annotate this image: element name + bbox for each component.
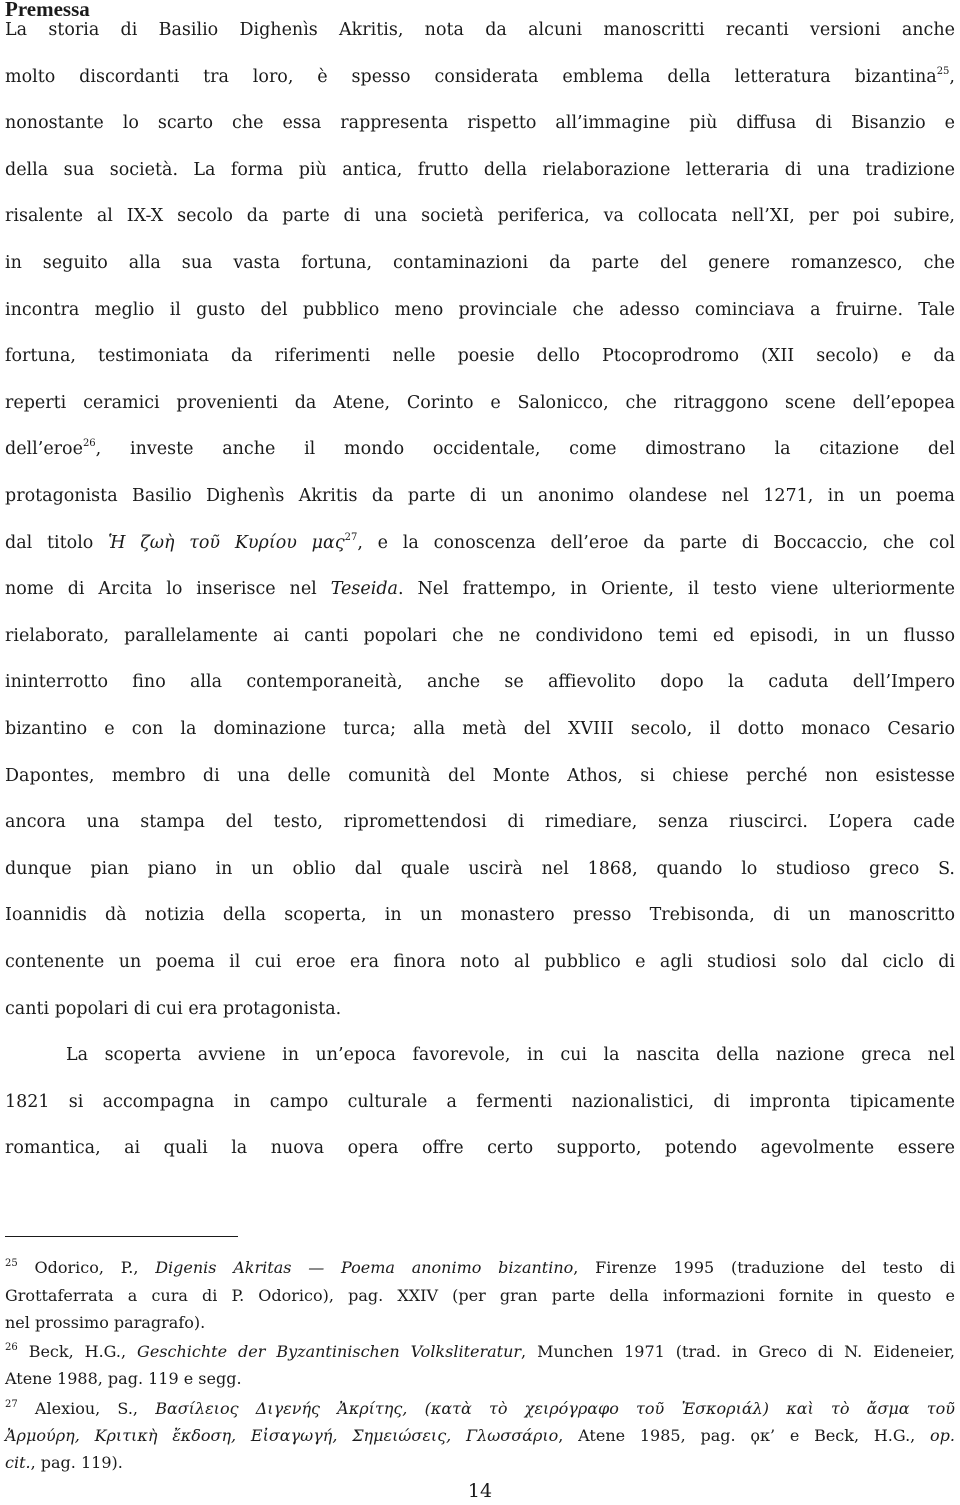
footnote-text: , Munchen 1971 (trad. in Greco di N. Eideneier, [521,1342,955,1361]
body-line [5,204,955,228]
line-text: risalente al IX-X secolo da parte di una società periferica, va collocata nell’XI, per poi subire, [5,206,955,227]
body-line [5,950,955,974]
line-text: Ioannidis dà notizia della scoperta, in un monastero presso Trebisonda, di un manoscritto [5,905,955,926]
body-line [5,437,955,461]
body-line [5,484,955,508]
body-line [5,997,955,1021]
footnote-ref: 26 [82,438,96,450]
body-line [5,903,955,927]
line-text: , investe anche il mondo occidentale, come dimostrano la citazione del [95,439,955,460]
footnote-line [5,1368,955,1389]
section-heading: Premessa [5,0,90,21]
line-text: , [949,66,955,87]
line-text: La storia di Basilio Dighenìs Akritis, nota da alcuni manoscritti recanti versioni anche [5,20,955,40]
footnote-title: Geschichte der Byzantinischen Volksliteratur [137,1342,522,1361]
line-text: reperti ceramici provenienti da Atene, Corinto e Salonicco, che ritraggono scene dell’epopea [5,392,955,413]
body-line [5,1136,955,1160]
footnote-text: Alexiou, S., [17,1399,156,1418]
body-line [5,577,955,601]
body-line [5,764,955,788]
line-text: La scoperta avviene in un’epoca favorevole, in cui la nascita della nazione greca nel [66,1045,955,1066]
body-line [5,158,955,182]
footnote-text: Odorico, P., [17,1258,156,1277]
footnote-ref: 25 [936,65,950,77]
body-line [5,111,955,135]
line-text: dunque pian piano in un oblio dal quale uscirà nel 1868, quando lo studioso greco S. [5,858,955,879]
line-text: incontra meglio il gusto del pubblico meno provinciale che adesso cominciava a fruirne. Tale [5,299,955,320]
body-line [5,624,955,648]
footnote-title: Βασίλειος Διγενής Ἀκρίτης, (κατὰ τὸ χειρόγραφο τοῦ Ἐσκοριάλ) καὶ τὸ ἄσμα τοῦ [155,1399,955,1418]
body-line [5,298,955,322]
body-line [5,1090,955,1114]
page-number: 14 [467,1480,493,1502]
line-text: , e la conoscenza dell’eroe da parte di Boccaccio, che col [357,532,955,553]
line-text: bizantino e con la dominazione turca; alla metà del XVIII secolo, il dotto monaco Cesario [5,719,955,739]
body-line [5,670,955,694]
footnote-text: Beck, H.G., [17,1342,138,1361]
footnote-title: Ἀρμούρη, Κριτικὴ ἔκδοση, Εἰσαγωγή, Σημειώσεις, Γλωσσάριο [5,1426,559,1445]
body-line [5,531,955,555]
footnote-title: Digenis Akritas — Poema anonimo bizantino [155,1258,574,1277]
footnote-title: cit. [5,1453,31,1472]
footnote-number: 25 [5,1258,18,1269]
line-text: rielaborato, parallelamente ai canti popolari che ne condividono temi ed episodi, in un flusso [5,625,955,646]
line-text: 1821 si accompagna in campo culturale a fermenti nazionalistici, di impronta tipicamente [5,1091,955,1112]
footnote-line [5,1398,955,1419]
line-text: nome di Arcita lo inserisce nel [5,579,331,600]
footnote-text: , Atene 1985, pag. ϙκ’ e Beck, H.G., [558,1426,931,1445]
footnote-text: nel prossimo paragrafo). [5,1313,206,1332]
body-line [5,857,955,881]
footnote-text: , pag. 119). [30,1453,123,1472]
body-line [66,1043,955,1067]
body-line [5,810,955,834]
line-text: dell’eroe [5,439,83,460]
body-line [5,251,955,275]
footnote-line [5,1341,955,1362]
line-text: contenente un poema il cui eroe era finora noto al pubblico e agli studiosi solo dal ciclo di [5,952,955,972]
line-text: in seguito alla sua vasta fortuna, contaminazioni da parte del genere romanzesco, che [5,253,955,273]
line-text: protagonista Basilio Dighenìs Akritis da parte di un anonimo olandese nel 1271, in un poema [5,486,955,506]
line-text: romantica, ai quali la nuova opera offre certo supporto, potendo agevolmente essere [5,1138,955,1159]
line-text: . Nel frattempo, in Oriente, il testo viene ulteriormente [397,579,956,600]
italic-title: Ἡ ζωὴ τοῦ Κυρίου μας [108,532,345,553]
footnote-line [5,1257,955,1278]
footnote-text: Atene 1988, pag. 119 e segg. [5,1369,242,1388]
line-text: fortuna, testimoniata da riferimenti nelle poesie dello Ptocoprodromo (XII secolo) e da [5,346,955,367]
footnote-line [5,1312,955,1333]
line-text: ininterrotto fino alla contemporaneità, anche se affievolito dopo la caduta dell’Impero [5,672,955,693]
footnote-separator [5,1236,238,1237]
footnote-number: 27 [5,1399,18,1410]
body-line [5,344,955,368]
line-text: ancora una stampa del testo, ripromettendosi di rimediare, senza riuscirci. L’opera cade [5,812,955,833]
footnote-title: op. [930,1426,955,1445]
footnote-line [5,1285,955,1306]
line-text: nonostante lo scarto che essa rappresenta rispetto all’immagine più diffusa di Bisanzio e [5,113,955,134]
line-text: della sua società. La forma più antica, frutto della rielaborazione letteraria di una tradizione [5,159,955,180]
line-text: dal titolo [5,532,109,553]
footnote-ref: 27 [344,531,358,543]
footnote-line [5,1452,955,1473]
footnote-text: , Firenze 1995 (traduzione del testo di [573,1258,955,1277]
footnote-line [5,1425,955,1446]
footnote-number: 26 [5,1342,18,1353]
body-line [5,391,955,415]
line-text: Dapontes, membro di una delle comunità del Monte Athos, si chiese perché non esistesse [5,765,955,786]
body-line [5,65,955,89]
line-text: molto discordanti tra loro, è spesso considerata emblema della letteratura bizantina [5,66,937,87]
line-text: canti popolari di cui era protagonista. [5,998,342,1019]
body-line [5,717,955,741]
footnote-text: Grottaferrata a cura di P. Odorico), pag. XXIV (per gran parte della informazioni fornite in questo e [5,1286,955,1305]
italic-title: Teseida [330,579,398,600]
body-line [5,18,955,42]
